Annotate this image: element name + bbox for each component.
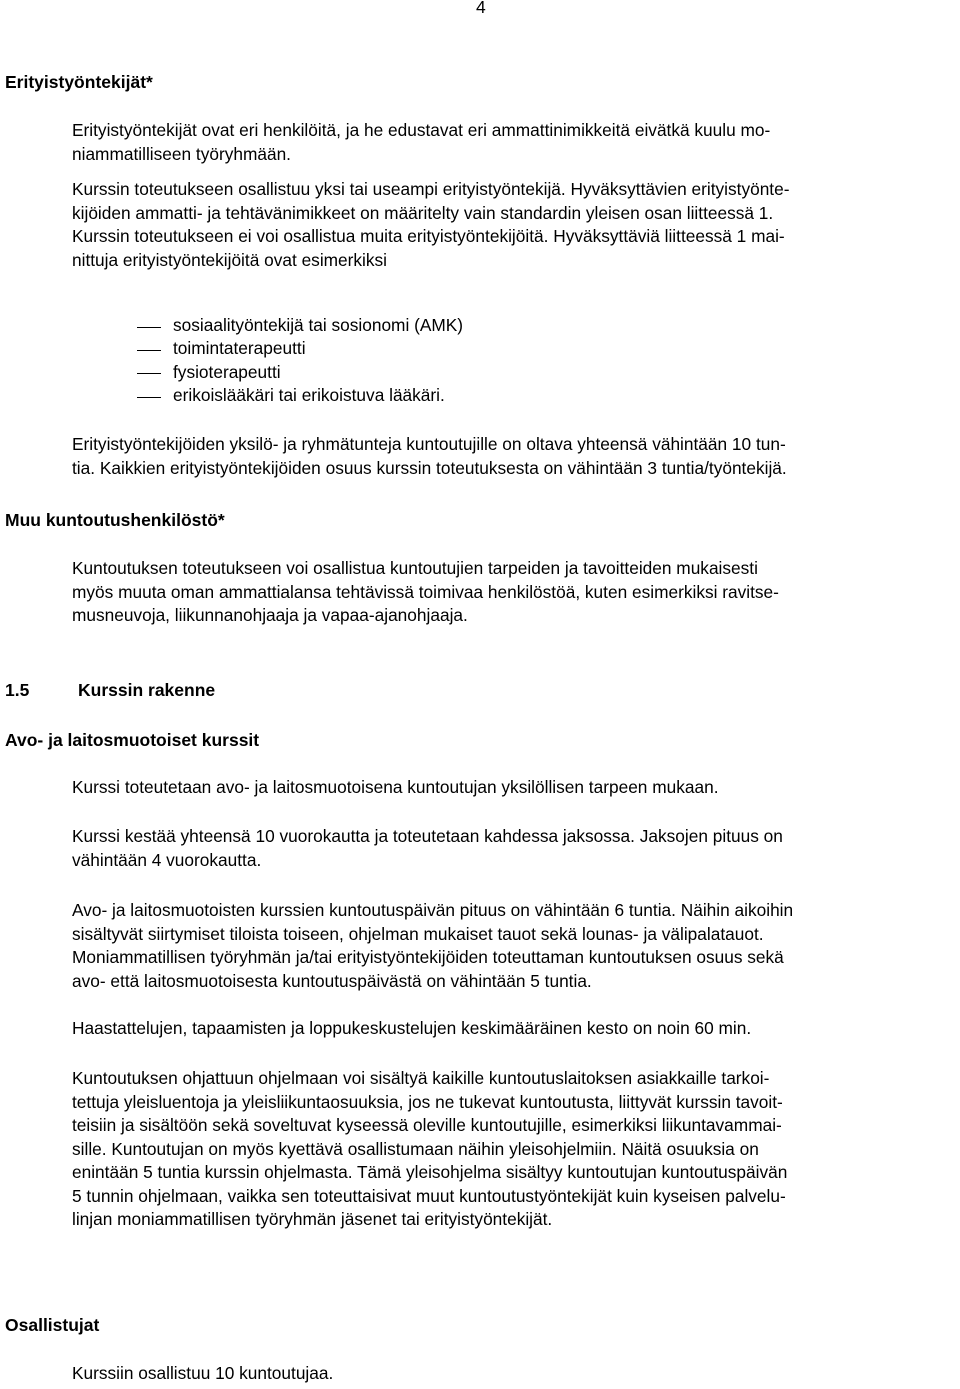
text-line: Avo- ja laitosmuotoisten kurssien kuntoutuspäivän pituus on vähintään 6 tuntia. Näihin aikoihin [72, 900, 794, 920]
text-line: kijöiden ammatti- ja tehtävänimikkeet on määritelty vain standardin yleisen osan liitteessä 1. [72, 202, 774, 223]
heading-muu-kuntoutushenkilosto: Muu kuntoutushenkilöstö* [5, 510, 225, 530]
text-line: Kurssiin osallistuu 10 kuntoutujaa. [72, 1363, 334, 1383]
text-line: enintään 5 tuntia kurssin ohjelmasta. Tämä yleisohjelma sisältyy kuntoutujan kuntoutuspäivän [72, 1162, 788, 1182]
list-item: toimintaterapeutti [173, 338, 306, 358]
paragraph-avo-1 [72, 776, 719, 800]
text-line: Moniammatillisen työryhmän ja/tai erityistyöntekijöiden toteuttaman kuntoutuksen osuus sekä [72, 947, 784, 967]
paragraph-erityis-requirements [72, 178, 789, 272]
list-dash [137, 397, 161, 398]
text-line: avo- että laitosmuotoisesta kuntoutuspäivästä on vähintään 5 tuntia. [72, 970, 592, 991]
text-line: Kurssin toteutukseen ei voi osallistua muita erityistyöntekijöitä. Hyväksyttäviä liitteessä 1 mai- [72, 226, 785, 246]
text-line: Erityistyöntekijät ovat eri henkilöitä, ja he edustavat eri ammattinimikkeitä eivätkä kuulu mo- [72, 120, 771, 140]
list-dash [137, 350, 161, 351]
list-dash [137, 373, 161, 374]
paragraph-avo-5 [72, 1067, 787, 1232]
text-line: musneuvoja, liikunnanohjaaja ja vapaa-ajanohjaaja. [72, 605, 468, 625]
text-line: Erityistyöntekijöiden yksilö- ja ryhmätunteja kuntoutujille on oltava yhteensä vähintään 10 tun- [72, 434, 786, 454]
paragraph-erityis-hours [72, 433, 787, 480]
text-line: Kurssi toteutetaan avo- ja laitosmuotoisena kuntoutujan yksilöllisen tarpeen mukaan. [72, 777, 719, 797]
heading-erityistyontekijat: Erityistyöntekijät* [5, 72, 153, 92]
text-line: tia. Kaikkien erityistyöntekijöiden osuus kurssin toteutuksesta on vähintään 3 tuntia/työntekijä. [72, 457, 787, 478]
text-line: sille. Kuntoutujan on myös kyettävä osallistumaan näihin yleisohjelmiin. Näitä osuuksia on [72, 1138, 759, 1159]
list-item: sosiaalityöntekijä tai sosionomi (AMK) [173, 315, 464, 335]
text-line: 5 tunnin ohjelmaan, vaikka sen toteuttaisivat muut kuntoutustyöntekijät kuin kyseisen palvelu- [72, 1185, 786, 1206]
paragraph-osallistujat [72, 1362, 333, 1386]
list-item: fysioterapeutti [173, 362, 281, 382]
paragraph-muu [72, 557, 779, 628]
text-line: tettuja yleisluentoja ja yleisliikuntaosuuksia, jos ne tukevat kuntoutusta, liittyvät kurssin tavoit- [72, 1091, 783, 1112]
text-line: Kurssi kestää yhteensä 10 vuorokautta ja toteutetaan kahdessa jaksossa. Jaksojen pituus on [72, 826, 783, 846]
text-line: Kuntoutuksen ohjattuun ohjelmaan voi sisältyä kaikille kuntoutuslaitoksen asiakkaille tarkoi- [72, 1068, 770, 1088]
page-number: 4 [476, 0, 486, 17]
paragraph-avo-2 [72, 825, 783, 872]
text-line: myös muuta oman ammattialansa tehtävissä toimivaa henkilöstöä, kuten esimerkiksi ravitse- [72, 581, 779, 602]
section-title: Kurssin rakenne [78, 680, 216, 700]
text-line: Haastattelujen, tapaamisten ja loppukeskustelujen keskimääräinen kesto on noin 60 min. [72, 1018, 752, 1038]
text-line: Kurssin toteutukseen osallistuu yksi tai useampi erityistyöntekijä. Hyväksyttävien erityistyönte- [72, 179, 790, 199]
list-item: erikoislääkäri tai erikoistuva lääkäri. [173, 385, 445, 405]
paragraph-avo-4 [72, 1017, 751, 1041]
text-line: linjan moniammatillisen työryhmän jäsenet tai erityistyöntekijät. [72, 1209, 553, 1229]
text-line: vähintään 4 vuorokautta. [72, 849, 262, 870]
paragraph-avo-3 [72, 899, 793, 993]
text-line: Kuntoutuksen toteutukseen voi osallistua kuntoutujien tarpeiden ja tavoitteiden mukaisesti [72, 558, 758, 578]
text-line: nittuja erityistyöntekijöitä ovat esimerkiksi [72, 249, 388, 270]
heading-avo-ja-laitosmuotoiset: Avo- ja laitosmuotoiset kurssit [5, 730, 260, 750]
list-dash [137, 327, 161, 328]
text-line: sisältyvät siirtymiset tiloista toiseen, ohjelman mukaiset tauot sekä lounas- ja välipalatauot. [72, 923, 764, 944]
paragraph-erityis-intro [72, 119, 770, 166]
text-line: teisiin ja sisältöön sekä soveltuvat kyseessä oleville kuntoutujille, esimerkiksi liikuntavammai- [72, 1115, 782, 1135]
heading-osallistujat: Osallistujat [5, 1315, 100, 1335]
text-line: niammatilliseen työryhmään. [72, 143, 291, 164]
section-number: 1.5 [5, 680, 30, 700]
